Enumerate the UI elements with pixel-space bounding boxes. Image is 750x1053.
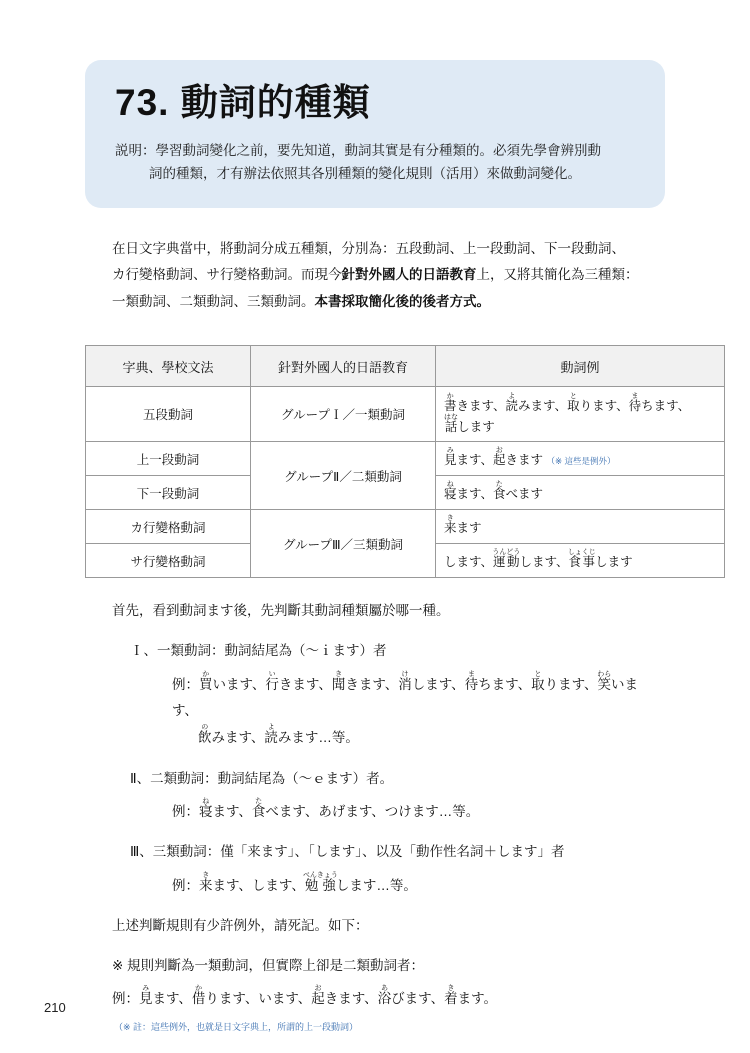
intro-line-1: 在日文字典當中，將動詞分成五種類，分別為：五段動詞、上一段動詞、下一段動詞、	[112, 241, 625, 256]
ruby-kai: 買か	[199, 670, 213, 692]
table-row	[86, 387, 725, 442]
ruby-ki-3: 着き	[444, 985, 458, 1007]
ruby-nomi: 飲の	[198, 724, 212, 746]
ruby-kaki: 書か	[444, 393, 457, 413]
item-1-examples-line-1: 例：買かいます、行いきます、聞ききます、消けします、待まちます、取とります、笑わらいます、	[172, 670, 639, 718]
ruby-undou: 運動うんどう	[492, 548, 521, 569]
footnote-text: （※ 註：這些例外，也就是日文字典上，所謂的上一段動詞）	[114, 1021, 359, 1032]
intro-line-3a: 一類動詞、二類動詞、三類動詞。	[112, 293, 315, 309]
table-header-examples: 動詞例	[436, 346, 725, 387]
table-header-dictionary: 字典、學校文法	[86, 346, 251, 387]
ruby-abi: 浴あ	[377, 985, 392, 1007]
paragraph-rules-exception: 上述判斷規則有少許例外，請死記。如下：	[112, 917, 369, 933]
item-3-heading: Ⅲ、三類動詞：僅「来ます」、「します」、以及「動作性名詞＋します」者	[130, 844, 565, 860]
ruby-ki-2: 来き	[199, 871, 213, 893]
cell-examples-sa-henkaku: します、運動うんどうします、食事しょくじします	[436, 544, 725, 578]
section-description-line-1: 説明：學習動詞變化之前，要先知道，動詞其實是有分種類的。必須先學會辨別動	[115, 142, 601, 158]
ruby-benkyou: 勉強べんきょう	[302, 871, 338, 893]
ruby-tabe-2: 食た	[251, 797, 266, 819]
table-note-exception: （※ 這些是例外）	[546, 455, 616, 466]
intro-emphasis-1: 針對外國人的日語教育	[341, 267, 477, 283]
ruby-keshi: 消け	[398, 670, 412, 692]
paragraph-exception-heading: ※ 規則判斷為一類動詞，但實際上卻是二類動詞者：	[112, 958, 425, 974]
ruby-tori: 取と	[567, 393, 580, 413]
cell-type-kami-ichidan: 上一段動詞	[86, 442, 251, 476]
ruby-kiki: 聞き	[331, 670, 346, 692]
cell-type-sa-henkaku: サ行變格動詞	[86, 544, 251, 578]
ruby-oki: 起お	[493, 446, 506, 467]
item-1-examples	[112, 671, 657, 752]
ruby-kari: 借か	[191, 985, 206, 1007]
ruby-machi-2: 待ま	[464, 670, 479, 692]
verb-types-table-wrapper	[85, 345, 691, 578]
page-number: 210	[44, 1000, 66, 1015]
table-header-row	[86, 346, 725, 387]
item-1-examples-line-2: 飲のみます、読よみます…等。	[198, 724, 359, 746]
ruby-hanashi: 話はな	[444, 414, 458, 434]
intro-line-2a: カ行變格動詞、サ行變格動詞。而現今	[112, 267, 342, 283]
cell-group-1: グループＩ／一類動詞	[251, 387, 436, 442]
section-description	[115, 139, 637, 186]
paragraph-exception-examples: 例：見みます、借かります、います、起おきます、浴あびます、着きます。	[112, 985, 498, 1007]
cell-examples-kami-ichidan: 見みます、起おきます （※ 這些是例外）	[436, 442, 725, 476]
ruby-mi: 見み	[444, 446, 457, 467]
section-header-banner	[85, 60, 665, 208]
table-row	[86, 442, 725, 476]
ruby-ne: 寝ね	[444, 480, 457, 501]
cell-group-3: グループⅢ／三類動詞	[251, 510, 436, 578]
table-header-foreigner-education: 針對外國人的日語教育	[251, 346, 436, 387]
cell-type-shimo-ichidan: 下一段動詞	[86, 476, 251, 510]
table-row	[86, 510, 725, 544]
item-1-heading: Ｉ、一類動詞：動詞結尾為（〜ｉます）者	[130, 643, 387, 659]
cell-examples-ka-henkaku: 来きます	[436, 510, 725, 544]
cell-group-2: グループⅡ／二類動詞	[251, 442, 436, 510]
intro-emphasis-2: 本書採取簡化後的後者方式。	[314, 293, 490, 309]
cell-type-ka-henkaku: カ行變格動詞	[86, 510, 251, 544]
cell-type-godan: 五段動詞	[86, 387, 251, 442]
section-description-line-2: 詞的種類，才有辦法依照其各別種類的變化規則（活用）來做動詞變化。	[149, 166, 581, 182]
intro-line-2c: 上，又將其簡化為三種類：	[476, 267, 639, 283]
ruby-machi: 待ま	[628, 393, 642, 413]
ruby-oki-2: 起お	[311, 985, 325, 1007]
item-2-examples: 例：寝ねます、食たべます、あげます、つけます…等。	[172, 797, 480, 819]
item-3-examples: 例：来きます、します、勉強べんきょうします…等。	[172, 871, 417, 893]
ruby-mi-2: 見み	[139, 985, 153, 1007]
ruby-tori-2: 取と	[531, 670, 545, 692]
paragraph-first-step: 首先，看到動詞ます後，先判斷其動詞種類屬於哪一種。	[112, 603, 450, 618]
ruby-tabe: 食た	[493, 480, 506, 501]
ruby-ki: 来き	[444, 514, 457, 535]
ruby-shokuji: 食事しょくじ	[567, 548, 596, 569]
item-2-heading: Ⅱ、二類動詞：動詞結尾為（〜ｅます）者。	[130, 770, 394, 786]
ruby-warai: 笑わら	[597, 670, 612, 692]
intro-paragraph	[112, 236, 652, 315]
verb-types-table	[85, 345, 725, 578]
ruby-iki: 行い	[265, 670, 279, 692]
ruby-ne-2: 寝ね	[199, 797, 213, 819]
body-content	[112, 598, 657, 1036]
cell-examples-group-1: 書かきます、読よみます、取とります、待まちます、 話はなします	[436, 387, 725, 442]
ruby-yomi: 読よ	[505, 393, 519, 413]
page-title: 73. 動詞的種類	[115, 82, 371, 123]
ruby-yomi-2: 読よ	[264, 724, 278, 746]
cell-examples-shimo-ichidan: 寝ねます、食たべます	[436, 476, 725, 510]
